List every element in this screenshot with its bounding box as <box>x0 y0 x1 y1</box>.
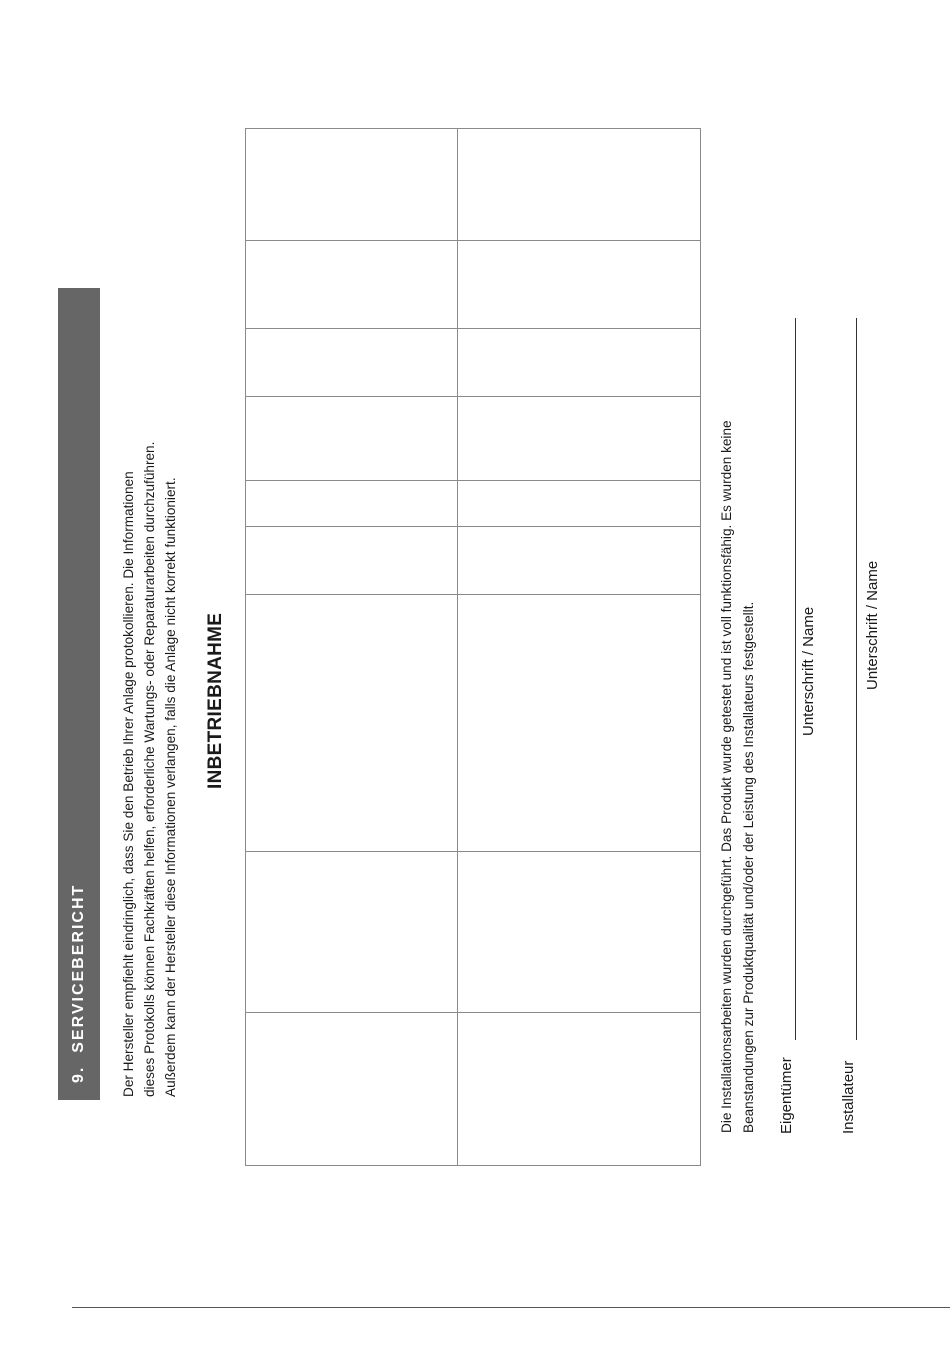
table-row-divider <box>246 328 700 329</box>
intro-line-3: Außerdem kann der Hersteller diese Informationen verlangen, falls die Anlage nicht korrekt funktioniert. <box>163 477 178 1097</box>
confirmation-line-2: Beanstandungen zur Produktqualität und/oder der Leistung des Installateurs festgestellt. <box>741 601 756 1133</box>
table-row-divider <box>246 526 700 527</box>
owner-signature-line[interactable] <box>795 318 796 1040</box>
section-number: 9. <box>70 1065 87 1083</box>
installer-signature-line[interactable] <box>856 318 857 1040</box>
table-row-divider <box>246 1012 700 1013</box>
section-title-text: SERVICEBERICHT <box>70 883 87 1053</box>
table-row-divider <box>246 240 700 241</box>
table-row-divider <box>246 594 700 595</box>
confirmation-line-1: Die Installationsarbeiten wurden durchgeführt. Das Produkt wurde getestet und ist voll funktionsfähig. Es wurden keine <box>719 420 734 1133</box>
table-row-divider <box>246 851 700 852</box>
table-row-divider <box>246 396 700 397</box>
commissioning-heading: INBETRIEBNAHME <box>205 612 226 789</box>
intro-paragraph <box>118 287 182 1097</box>
footer-rule <box>72 1307 950 1308</box>
installer-label: Installateur <box>840 1060 857 1134</box>
commissioning-form-table <box>245 128 701 1166</box>
owner-label: Eigentümer <box>778 1057 795 1134</box>
confirmation-paragraph <box>716 253 762 1133</box>
intro-line-1: Der Hersteller empfiehlt eindringlich, dass Sie den Betrieb Ihrer Anlage protokollieren. Die Informationen <box>121 471 136 1097</box>
installer-signature-caption: Unterschrift / Name <box>864 560 881 690</box>
section-title <box>68 783 90 1083</box>
table-column-divider <box>457 129 458 1165</box>
intro-line-2: dieses Protokolls können Fachkräften helfen, erforderliche Wartungs- oder Reparaturarbeiten durchzuführen. <box>142 441 157 1097</box>
owner-signature-caption: Unterschrift / Name <box>800 606 817 736</box>
table-row-divider <box>246 480 700 481</box>
